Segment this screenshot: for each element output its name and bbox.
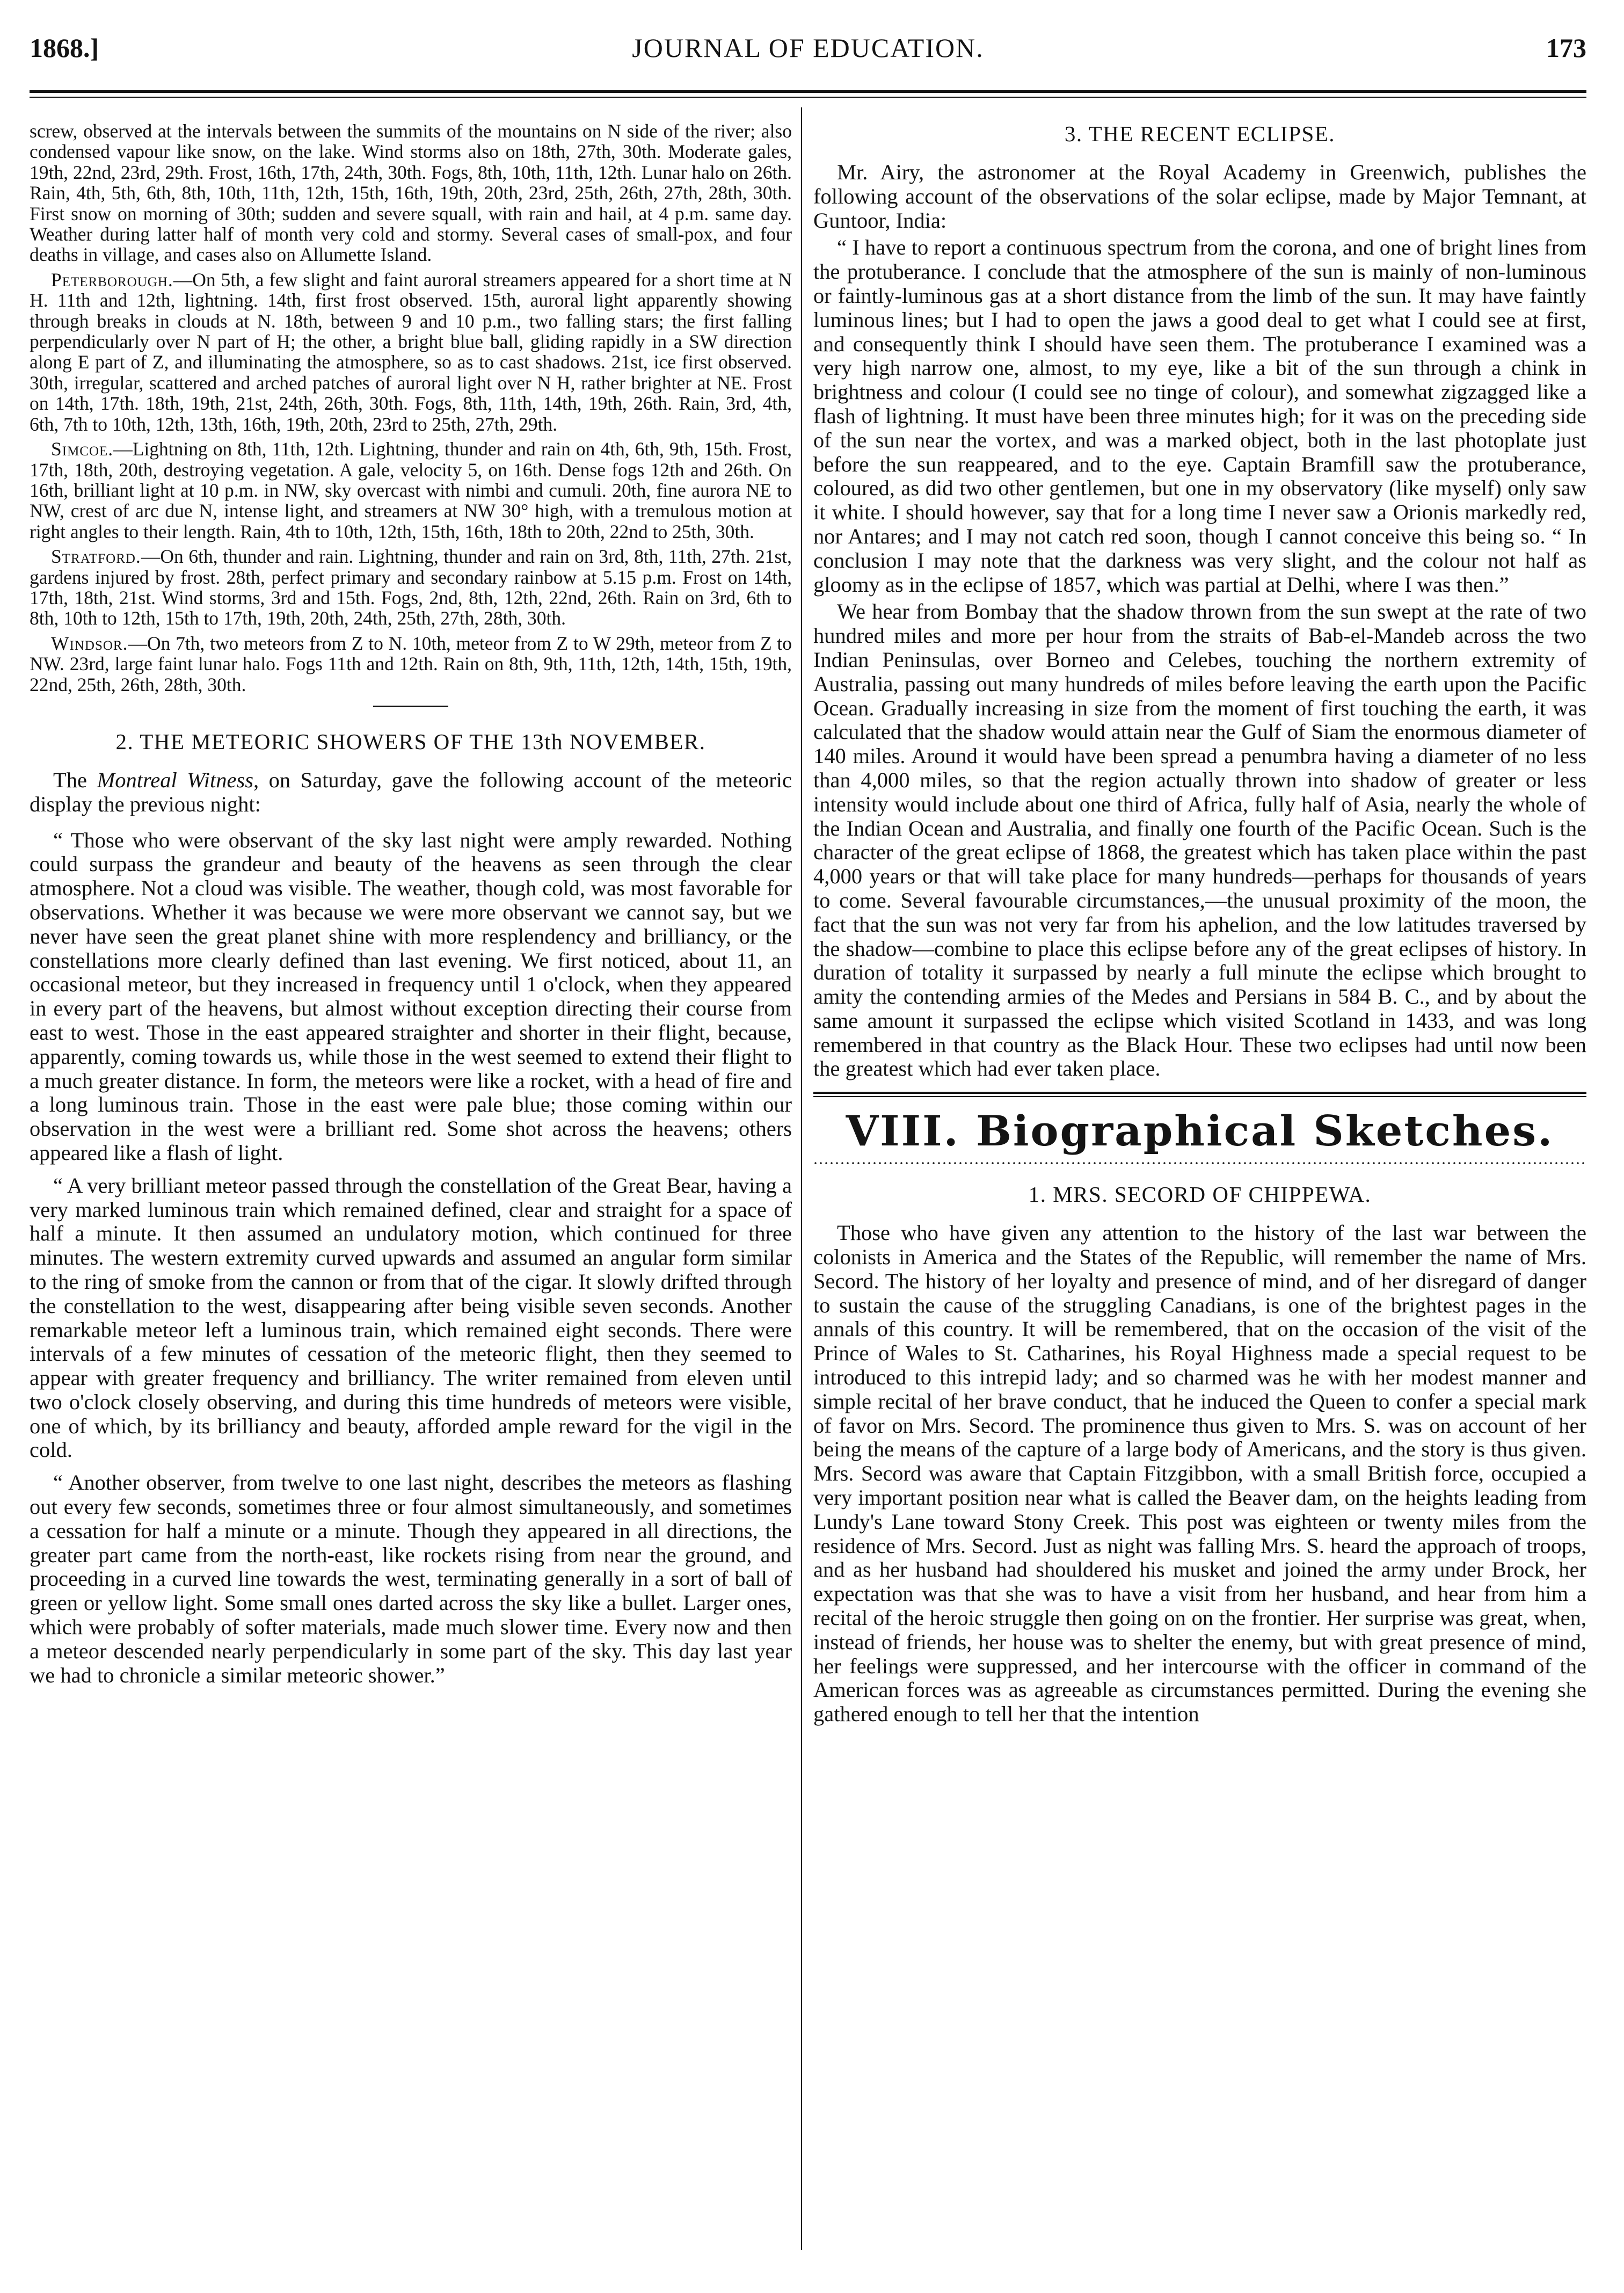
page-header: [30, 32, 1586, 81]
header-year: 1868.]: [30, 33, 99, 63]
weather-continuation: screw, observed at the intervals between the summits of the mountains on N side of the river; also condensed vapour like snow, on the lake. Wind storms also on 18th, 27th, 30th. Moderate gales, 19th, 22nd, 23rd, 29th. Frost, 16th, 17th, 24th, 30th. Fogs, 8th, 10th, 11th, 12th. Lunar halo on 26th. Rain, 4th, 5th, 6th, 8th, 10th, 11th, 12th, 15th, 16th, 19th, 20th, 23rd, 25th, 26th, 27th, 28th, 30th. First snow on morning of 30th; sudden and severe squall, with rain and hail, at 4 p.m. same day. Weather during latter half of month very cold and stormy. Several cases of small-pox, and four deaths in village, and cases also on Allumette Island.: [30, 121, 792, 266]
eclipse-bombay: We hear from Bombay that the shadow thrown from the sun swept at the rate of two hundred miles and more per hour from the straits of Bab-el-Mandeb across the two Indian Peninsulas, over Borneo and Celebes, touching the northern extremity of Australia, passing out many hundreds of miles before leaving the earth upon the Pacific Ocean. Gradually increasing in size from the moment of first touching the earth, it was calculated that the shadow would attain near the Gulf of Siam the enormous diameter of 140 miles. Around it would have been spread a penumbra having a diameter of no less than 4,000 miles, so that the region actually thrown into shadow of greater or less intensity would include about one third of Africa, fully half of Asia, nearly the whole of the Indian Ocean and Australia, and finally one fourth of the Pacific Ocean. Such is the character of the great eclipse of 1868, the greatest which has taken place within the past 4,000 years or that will take place for many hundreds—perhaps for thousands of years to come. Several favourable circumstances,—the unusual proximity of the moon, the fact that the sun was not very far from his aphelion, and the low latitudes traversed by the shadow—combine to place this eclipse before any of the great eclipses of history. In duration of totality it surpassed by nearly a full minute the eclipse which brought to amity the contending armies of the Medes and Persians in 584 B. C., and by about the same amount it surpassed the eclipse which visited Scotland in 1433, and was long remembered in that country as the Black Hour. These two eclipses had until now been the greatest which had ever taken place.: [813, 599, 1586, 1081]
meteoric-quote-3: “ Another observer, from twelve to one last night, describes the meteors as flashing out every few seconds, sometimes three or four almost simultaneously, and sometimes a cessation for half a minute or a minute. Though they appeared in all directions, the greater part came from the north-east, like rockets rising from near the ground, and proceeding in a curved line towards the west, terminating generally in a sort of ball of green or yellow light. Some small ones darted across the sky like a bullet. Larger ones, which were probably of softer materials, made much slower time. Every now and then a meteor descended nearly perpendicularly in some part of the sky. This day last year we had to chronicle a similar meteoric shower.”: [30, 1470, 792, 1687]
place-peterborough: Peterborough.: [51, 269, 173, 291]
place-stratford: Stratford.: [51, 546, 141, 568]
report-stratford-text: —On 6th, thunder and rain. Lightning, thunder and rain on 3rd, 8th, 11th, 27th. 21st, gardens injured by frost. 28th, perfect primary and secondary rainbow at 5.15 p.m. Frost on 14th, 17th, 18th, 21st. Wind storms, 3rd and 15th. Fogs, 2nd, 8th, 12th, 22nd, 26th. Rain on 3rd, 6th to 8th, 10th to 12th, 15th to 17th, 19th, 20th, 24th, 25th, 27th, 28th, 30th.: [30, 546, 792, 629]
meteoric-article: [30, 768, 792, 1687]
meteoric-quote-1: “ Those who were observant of the sky last night were amply rewarded. Nothing could surpass the grandeur and beauty of the heavens as seen through the clear atmosphere. Not a cloud was visible. The weather, though cold, was most favorable for observations. Whether it was because we were more observant we cannot say, but we never have seen the great planet shine with more resplendency and brilliancy, or the constellations more clearly defined than last evening. We first noticed, about 11, an occasional meteor, but they increased in frequency until 1 o'clock, when they appeared in every part of the heavens, but almost without exception directing their course from east to west. Those in the east appeared straighter and shorter in their flight, because, apparently, coming towards us, while those in the west seemed to extend their flight to a much greater distance. In form, the meteors were like a rocket, with a head of fire and a long luminous train. Those in the east were pale blue; those coming within our observation in the west were a brilliant red. Some shot across the heavens; others appeared like a flash of light.: [30, 828, 792, 1165]
left-column: [30, 121, 792, 2258]
secord-heading: 1. MRS. SECORD OF CHIPPEWA.: [1028, 1182, 1372, 1207]
section-separator: [373, 706, 448, 707]
report-simcoe-text: —Lightning on 8th, 11th, 12th. Lightning, thunder and rain on 4th, 6th, 9th, 15th. Frost, 17th, 18th, 20th, destroying vegetation. A gale, velocity 5, on 16th. Dense fogs 12th and 26th. On 16th, brilliant light at 10 p.m. in NW, sky overcast with nimbi and cumuli. 20th, fine aurora NE to NW, crest of arc due N, intense light, and streamers at NW 30° high, with a tremulous motion at right angles to their length. Rain, 4th to 10th, 12th, 15th, 16th, 18th to 20th, 22nd to 25th, 30th.: [30, 438, 792, 542]
right-column: [813, 121, 1586, 2258]
secord-article: [813, 1221, 1586, 1726]
section-rule-thick: [813, 1092, 1586, 1094]
header-rule-thin: [30, 97, 1586, 98]
secord-paragraph: Those who have given any attention to the history of the last war between the colonists in America and the States of the Republic, will remember the name of Mrs. Secord. The history of her loyalty and presence of mind, and of her disregard of danger to sustain the cause of the struggling Canadians, is one of the brightest pages in the annals of this country. It will be remembered, that on the occasion of the visit of the Prince of Wales to St. Catharines, his Royal Highness made a special request to be introduced to this intrepid lady; and so charmed was he with her modest manner and simple recital of her brave conduct, that he induced the Queen to confer a special mark of favor on Mrs. Secord. The prominence thus given to Mrs. S. was on account of her being the means of the capture of a large body of Americans, and the story is thus given. Mrs. Secord was aware that Captain Fitzgibbon, with a small British force, occupied a very important position near what is called the Beaver dam, on the heights leading from Lundy's Lane toward Stony Creek. This post was eighteen or twenty miles from the residence of Mrs. Secord. Just as night was falling Mrs. S. heard the approach of troops, and as her husband had shouldered his musket and joined the army under Brock, her expectation was that she was to have a visit from her husband, and hear from him a recital of the heroic struggle then going on on the frontier. Her surprise was great, when, instead of friends, her house was to shelter the enemy, but with great presence of mind, her feelings were suppressed, and her intercourse with the officer in command of the American forces was as agreeable as circumstances permitted. During the evening she gathered enough to tell her that the intention: [813, 1221, 1586, 1726]
place-windsor: Windsor.: [51, 632, 128, 654]
intro-pre: The: [53, 767, 97, 792]
eclipse-intro: Mr. Airy, the astronomer at the Royal Academy in Greenwich, publishes the following account of the observations of the solar eclipse, made by Major Temnant, at Guntoor, India:: [813, 160, 1586, 233]
intro-paper-name: Montreal Witness: [97, 767, 253, 792]
report-peterborough-text: —On 5th, a few slight and faint auroral streamers appeared for a short time at N H. 11th and 12th, lightning. 14th, first frost observed. 15th, auroral light apparently showing through breaks in clouds at N. 18th, between 9 and 10 p.m., two falling stars; the first falling perpendicularly over N part of H; the other, a bright blue ball, gliding rapidly in a SW direction along E part of Z, and illuminating the atmosphere, so as to cast shadows. 21st, ice first observed. 30th, irregular, scattered and arched patches of auroral light over N H, rather brighter at NE. Frost on 14th, 17th. 18th, 19th, 21st, 24th, 26th, 30th. Fogs, 8th, 11th, 14th, 19th, 26th. Rain, 3rd, 4th, 6th, 7th to 10th, 12th, 13th, 16th, 19th, 20th, 23rd to 25th, 27th, 29th.: [30, 269, 792, 435]
report-stratford: [30, 546, 792, 629]
column-divider: [801, 107, 802, 2250]
eclipse-heading: 3. THE RECENT ECLIPSE.: [1064, 121, 1336, 146]
meteoric-quote-2: “ A very brilliant meteor passed through the constellation of the Great Bear, having a very marked luminous train which remained defined, clear and straight for a space of half a minute. It then assumed an undulatory motion, which continued for three minutes. The western extremity curved upwards and assumed an angular form similar to the ring of smoke from the cannon or from that of the cigar. It slowly drifted through the constellation to the west, disappearing after being visible seven seconds. Another remarkable meteor left a luminous train, which remained eight seconds. There were intervals of a few minutes of cessation of the meteoric flight, then they seemed to appear with greater frequency and brilliancy. The writer remained from eleven until two o'clock closely observing, and during this time hundreds of meteors were visible, one of which, by its brilliancy and beauty, afforded ample reward for the vigil in the cold.: [30, 1173, 792, 1462]
report-peterborough: [30, 270, 792, 434]
place-simcoe: Simcoe.: [51, 438, 114, 460]
report-windsor: [30, 633, 792, 695]
header-page-number: 173: [1546, 33, 1586, 63]
header-rule-thick: [30, 90, 1586, 93]
report-windsor-text: —On 7th, two meteors from Z to N. 10th, meteor from Z to W 29th, meteor from Z to NW. 23rd, large faint lunar halo. Fogs 11th and 12th. Rain on 8th, 9th, 11th, 12th, 14th, 15th, 19th, 22nd, 25th, 26th, 28th, 30th.: [30, 632, 792, 695]
eclipse-quote: “ I have to report a continuous spectrum from the corona, and one of bright lines from the protuberance. I conclude that the atmosphere of the sun is mainly of non-luminous or faintly-luminous gas at a short distance from the limb of the sun. It may have faintly luminous lines; but I had to open the jaws a good deal to get what I could see at first, and consequently think I should have seen them. The protuberance I examined was a very high narrow one, almost, to my eye, like a bit of the sun through a chink in brightness and colour (I could see no tinge of colour), and somewhat zigzagged like a flash of lightning. It must have been three minutes high; for it was on the preceding side of the sun near the vortex, and was a marked object, both in the last photoplate just before the sun reappeared, and to the eye. Captain Bramfill saw the protuberance, coloured, as did two other gentlemen, but one in my observatory (like myself) only saw it white. I should however, say that for a long time I never saw a Orionis markedly red, nor Antares; and I may not catch red soon, though I cannot conceive this being so. “ In conclusion I may note that the darkness was very slight, and the colour not half as gloomy as in the eclipse of 1857, which was partial at Delhi, where I was then.”: [813, 235, 1586, 597]
section-rule-thin: [813, 1096, 1586, 1097]
weather-reports: [30, 121, 792, 695]
meteoric-intro: [30, 768, 792, 817]
meteoric-heading: 2. THE METEORIC SHOWERS OF THE 13th NOVEMBER.: [115, 729, 706, 754]
intro-post: , on Saturday, gave the following account of the meteoric display the previous night:: [30, 767, 792, 816]
header-journal-title: JOURNAL OF EDUCATION.: [632, 33, 984, 63]
ornamental-rule: [813, 1161, 1586, 1165]
eclipse-article: [813, 161, 1586, 1081]
report-simcoe: [30, 439, 792, 542]
section-title: VIII. Biographical Sketches.: [846, 1107, 1554, 1156]
